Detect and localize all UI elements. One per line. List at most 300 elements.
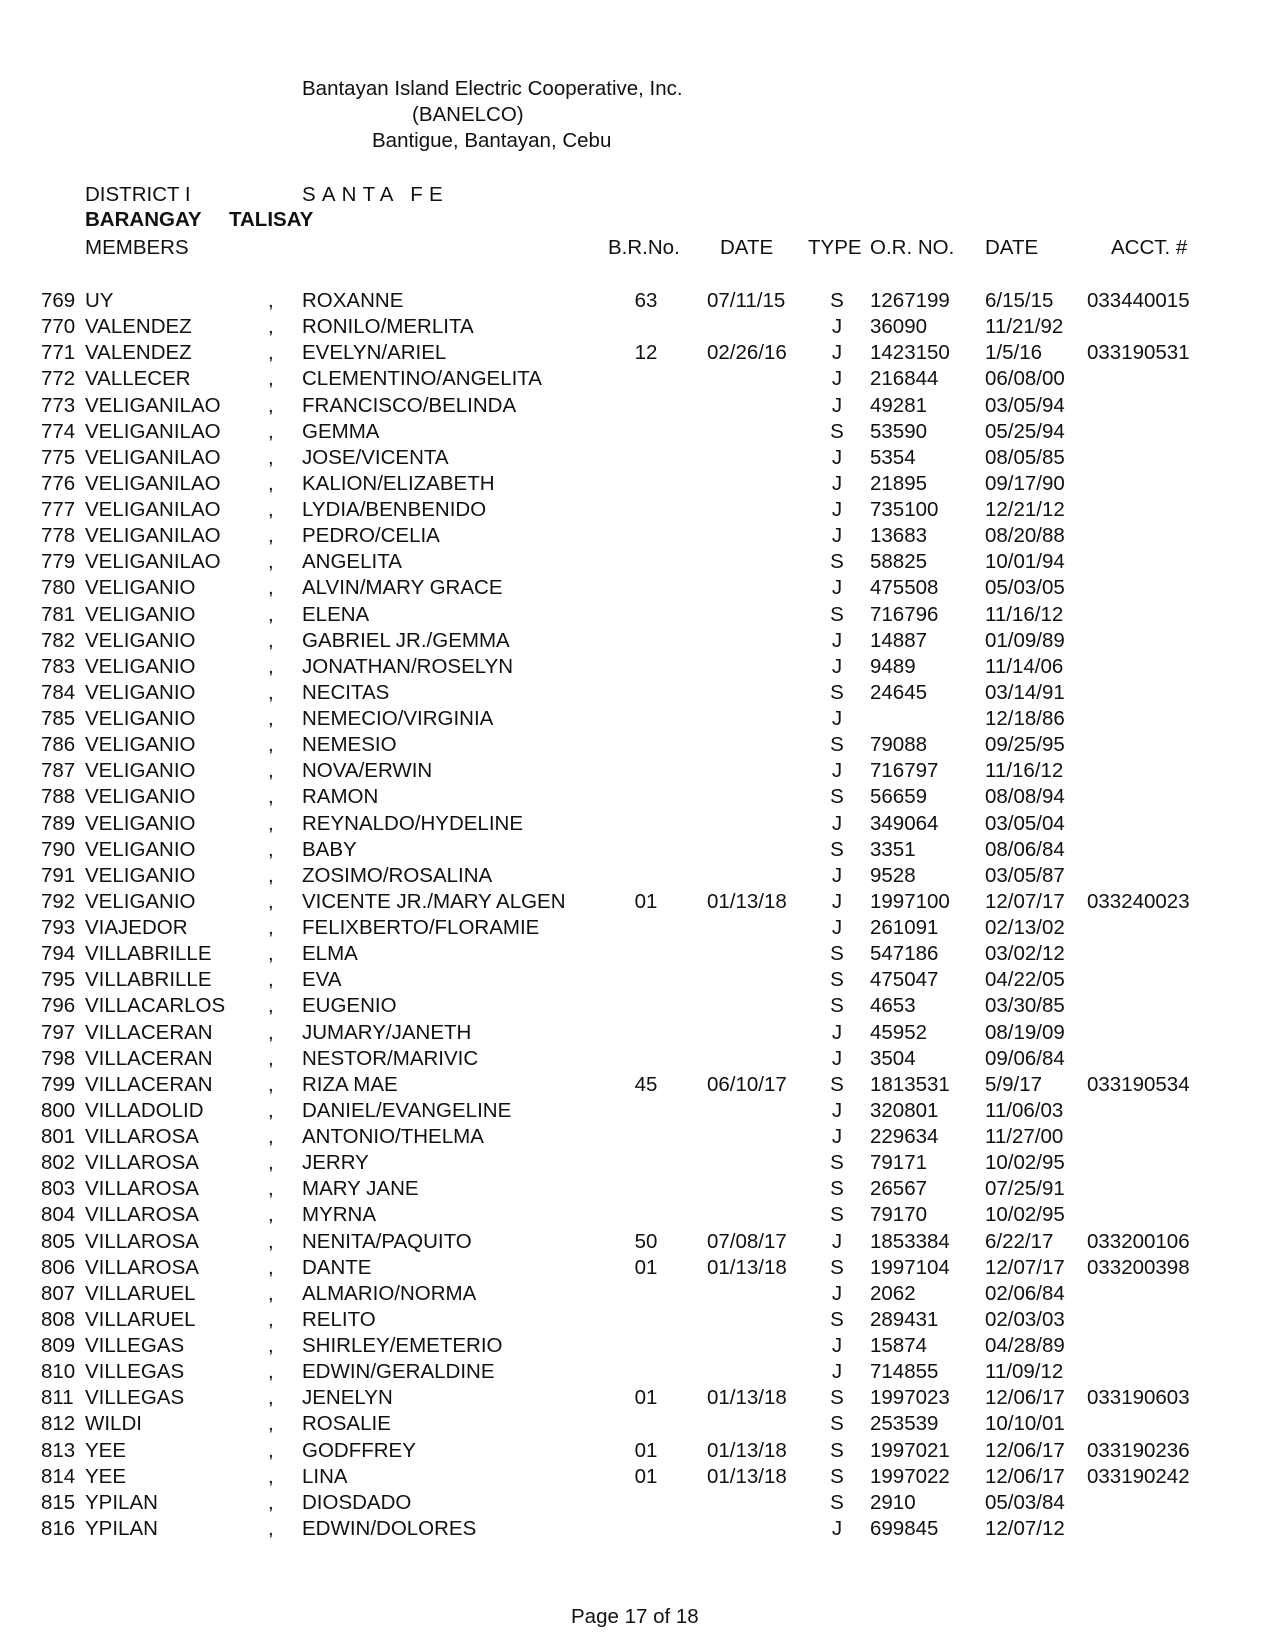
first-name: EVELYN/ARIEL <box>302 341 447 365</box>
acct-no: 033440015 <box>1087 289 1190 312</box>
member-type: S <box>830 994 844 1018</box>
or-no: 253539 <box>870 1412 939 1436</box>
last-name: VELIGANILAO <box>85 498 221 521</box>
member-no: 804 <box>41 1203 76 1227</box>
col-type: TYPE <box>808 236 862 259</box>
or-no: 13683 <box>870 524 928 548</box>
or-no: 49281 <box>870 393 928 417</box>
member-type: J <box>831 1516 843 1540</box>
acct-no: 033200398 <box>1087 1255 1190 1279</box>
member-type: S <box>830 1464 844 1488</box>
member-list <box>0 288 1275 1542</box>
or-date: 03/30/85 <box>985 994 1065 1018</box>
table-row <box>0 628 1275 654</box>
table-row <box>0 863 1275 889</box>
acct-no: 033190603 <box>1087 1386 1190 1410</box>
br-no: 01 <box>634 1464 658 1488</box>
first-name: NESTOR/MARIVIC <box>302 1046 479 1070</box>
or-date: 12/06/17 <box>985 1464 1065 1488</box>
table-row <box>0 784 1275 810</box>
br-date: 07/08/17 <box>707 1229 787 1253</box>
or-no: 289431 <box>870 1307 939 1331</box>
or-no: 3504 <box>870 1046 916 1070</box>
or-no: 3351 <box>870 837 916 861</box>
comma-separator: , <box>268 602 274 626</box>
last-name: VELIGANIO <box>85 680 196 704</box>
table-row <box>0 837 1275 863</box>
member-type: J <box>831 315 843 339</box>
first-name: PEDRO/CELIA <box>302 524 440 548</box>
or-date: 6/22/17 <box>985 1229 1054 1253</box>
member-type: J <box>831 759 843 783</box>
or-no: 1997023 <box>870 1386 950 1410</box>
member-type: J <box>831 471 843 495</box>
district-town: SANTA FE <box>302 183 449 206</box>
member-no: 780 <box>41 576 76 600</box>
member-no: 778 <box>41 524 76 548</box>
member-type: J <box>831 367 843 391</box>
first-name: DANIEL/EVANGELINE <box>302 1098 512 1122</box>
or-no: 79088 <box>870 733 928 757</box>
barangay-label: BARANGAY <box>85 208 202 231</box>
comma-separator: , <box>268 863 274 887</box>
member-type: J <box>831 524 843 548</box>
or-date: 12/06/17 <box>985 1386 1065 1410</box>
or-no: 320801 <box>870 1098 939 1122</box>
or-date: 05/03/84 <box>985 1490 1065 1514</box>
or-no: 5354 <box>870 445 916 469</box>
comma-separator: , <box>268 576 274 600</box>
table-row <box>0 732 1275 758</box>
or-no: 2910 <box>870 1490 916 1514</box>
or-date: 04/28/89 <box>985 1334 1065 1357</box>
table-row <box>0 993 1275 1019</box>
last-name: VELIGANIO <box>85 837 196 861</box>
br-date: 07/11/15 <box>707 289 786 312</box>
or-no: 1997100 <box>870 889 950 913</box>
br-date: 01/13/18 <box>707 1464 787 1488</box>
first-name: RONILO/MERLITA <box>302 315 474 339</box>
table-row <box>0 654 1275 680</box>
last-name: VILLAROSA <box>85 1177 199 1201</box>
comma-separator: , <box>268 1386 274 1410</box>
last-name: VELIGANIO <box>85 628 196 652</box>
first-name: JENELYN <box>302 1386 393 1410</box>
member-no: 777 <box>41 498 76 521</box>
table-row <box>0 889 1275 915</box>
member-type: S <box>830 1203 844 1227</box>
member-type: J <box>831 1020 843 1044</box>
last-name: VELIGANILAO <box>85 445 221 469</box>
or-date: 01/09/89 <box>985 628 1065 652</box>
member-no: 795 <box>41 968 76 992</box>
first-name: ROXANNE <box>302 289 404 312</box>
first-name: DIOSDADO <box>302 1490 412 1514</box>
member-type: S <box>830 602 844 626</box>
last-name: VELIGANILAO <box>85 550 221 574</box>
member-type: J <box>831 1281 843 1305</box>
table-row <box>0 1176 1275 1202</box>
member-no: 810 <box>41 1360 76 1384</box>
or-no: 1997104 <box>870 1255 950 1279</box>
first-name: NECITAS <box>302 680 390 704</box>
first-name: JOSE/VICENTA <box>302 445 449 469</box>
last-name: VELIGANILAO <box>85 524 221 548</box>
first-name: REYNALDO/HYDELINE <box>302 811 524 835</box>
or-date: 11/14/06 <box>985 654 1064 678</box>
last-name: VALENDEZ <box>85 315 192 339</box>
col-date: DATE <box>720 236 774 259</box>
comma-separator: , <box>268 1255 274 1279</box>
org-address: Bantigue, Bantayan, Cebu <box>372 129 612 152</box>
acct-no: 033190242 <box>1087 1464 1190 1488</box>
or-date: 12/07/17 <box>985 889 1065 913</box>
member-type: J <box>831 1360 843 1384</box>
or-date: 08/08/94 <box>985 785 1065 809</box>
member-no: 789 <box>41 811 76 835</box>
last-name: VELIGANIO <box>85 707 196 730</box>
or-no: 229634 <box>870 1125 939 1148</box>
or-date: 10/10/01 <box>985 1412 1065 1436</box>
or-date: 02/03/03 <box>985 1307 1065 1331</box>
first-name: KALION/ELIZABETH <box>302 471 495 495</box>
last-name: VELIGANIO <box>85 733 196 757</box>
last-name: VILLAROSA <box>85 1203 199 1227</box>
last-name: VALLECER <box>85 367 191 391</box>
first-name: JERRY <box>302 1151 369 1175</box>
or-date: 11/09/12 <box>985 1360 1064 1384</box>
table-row <box>0 1516 1275 1542</box>
or-no: 216844 <box>870 367 939 391</box>
last-name: VELIGANIO <box>85 811 196 835</box>
or-date: 09/25/95 <box>985 733 1065 757</box>
or-date: 12/18/86 <box>985 707 1065 730</box>
or-no: 349064 <box>870 811 939 835</box>
col-members: MEMBERS <box>85 236 189 259</box>
or-date: 10/02/95 <box>985 1203 1065 1227</box>
first-name: RELITO <box>302 1307 376 1331</box>
comma-separator: , <box>268 837 274 861</box>
br-date: 01/13/18 <box>707 889 787 913</box>
first-name: MARY JANE <box>302 1177 419 1201</box>
table-row <box>0 393 1275 419</box>
table-row <box>0 1464 1275 1490</box>
last-name: VILLEGAS <box>85 1360 185 1384</box>
comma-separator: , <box>268 1125 274 1148</box>
first-name: NENITA/PAQUITO <box>302 1229 472 1253</box>
member-no: 805 <box>41 1229 76 1253</box>
member-type: S <box>830 419 844 443</box>
last-name: VELIGANIO <box>85 602 196 626</box>
member-type: S <box>830 680 844 704</box>
member-no: 790 <box>41 837 76 861</box>
first-name: JONATHAN/ROSELYN <box>302 654 514 678</box>
member-type: J <box>831 811 843 835</box>
member-type: S <box>830 289 844 312</box>
comma-separator: , <box>268 1203 274 1227</box>
member-no: 802 <box>41 1151 76 1175</box>
col-br-no: B.R.No. <box>608 236 680 259</box>
last-name: UY <box>85 289 114 312</box>
member-no: 816 <box>41 1516 76 1540</box>
member-type: J <box>831 628 843 652</box>
member-no: 811 <box>41 1386 74 1410</box>
last-name: YPILAN <box>85 1516 158 1540</box>
first-name: NEMECIO/VIRGINIA <box>302 707 494 730</box>
or-no: 1853384 <box>870 1229 950 1253</box>
member-type: J <box>831 393 843 417</box>
comma-separator: , <box>268 289 274 312</box>
comma-separator: , <box>268 707 274 730</box>
table-row <box>0 1124 1275 1150</box>
or-no: 9528 <box>870 863 916 887</box>
table-row <box>0 1046 1275 1072</box>
comma-separator: , <box>268 994 274 1018</box>
comma-separator: , <box>268 367 274 391</box>
first-name: FELIXBERTO/FLORAMIE <box>302 916 540 939</box>
comma-separator: , <box>268 1334 274 1357</box>
comma-separator: , <box>268 341 274 365</box>
table-row <box>0 967 1275 993</box>
or-no: 26567 <box>870 1177 928 1201</box>
last-name: VELIGANIO <box>85 576 196 600</box>
or-date: 11/16/12 <box>985 602 1064 626</box>
or-no: 4653 <box>870 994 916 1018</box>
member-no: 815 <box>41 1490 76 1514</box>
comma-separator: , <box>268 1151 274 1175</box>
member-type: J <box>831 341 843 365</box>
or-no: 1267199 <box>870 289 950 312</box>
comma-separator: , <box>268 785 274 809</box>
member-type: S <box>830 942 844 966</box>
acct-no: 033190236 <box>1087 1438 1190 1462</box>
last-name: VALENDEZ <box>85 341 192 365</box>
table-row <box>0 1072 1275 1098</box>
or-no: 24645 <box>870 680 928 704</box>
member-no: 800 <box>41 1098 76 1122</box>
member-no: 794 <box>41 942 76 966</box>
comma-separator: , <box>268 733 274 757</box>
last-name: VILLACERAN <box>85 1072 213 1096</box>
first-name: ZOSIMO/ROSALINA <box>302 863 493 887</box>
comma-separator: , <box>268 628 274 652</box>
comma-separator: , <box>268 942 274 966</box>
or-no: 1423150 <box>870 341 950 365</box>
table-row <box>0 758 1275 784</box>
or-date: 08/19/09 <box>985 1020 1065 1044</box>
comma-separator: , <box>268 1464 274 1488</box>
or-no: 716797 <box>870 759 939 783</box>
br-no: 01 <box>634 1255 658 1279</box>
member-no: 776 <box>41 471 76 495</box>
member-type: J <box>831 1046 843 1070</box>
or-date: 1/5/16 <box>985 341 1042 365</box>
acct-no: 033190534 <box>1087 1072 1190 1096</box>
member-no: 809 <box>41 1334 76 1357</box>
member-no: 785 <box>41 707 76 730</box>
comma-separator: , <box>268 550 274 574</box>
or-no: 475047 <box>870 968 939 992</box>
or-no: 9489 <box>870 654 916 678</box>
or-date: 08/20/88 <box>985 524 1065 548</box>
page-number: Page 17 of 18 <box>571 1605 699 1628</box>
acct-no: 033200106 <box>1087 1229 1190 1253</box>
or-date: 03/05/04 <box>985 811 1065 835</box>
or-date: 5/9/17 <box>985 1072 1042 1096</box>
last-name: VILLAROSA <box>85 1229 199 1253</box>
member-no: 813 <box>41 1438 76 1462</box>
member-type: S <box>830 1490 844 1514</box>
first-name: NOVA/ERWIN <box>302 759 433 783</box>
or-no: 714855 <box>870 1360 939 1384</box>
comma-separator: , <box>268 419 274 443</box>
or-date: 12/21/12 <box>985 498 1065 521</box>
first-name: ALMARIO/NORMA <box>302 1281 477 1305</box>
table-row <box>0 575 1275 601</box>
member-no: 812 <box>41 1412 76 1436</box>
first-name: EDWIN/GERALDINE <box>302 1360 495 1384</box>
or-no: 58825 <box>870 550 928 574</box>
br-no: 45 <box>634 1072 658 1096</box>
or-date: 10/02/95 <box>985 1151 1065 1175</box>
br-no: 01 <box>634 1386 658 1410</box>
org-name: Bantayan Island Electric Cooperative, Inc. <box>302 77 683 100</box>
acct-no: 033240023 <box>1087 889 1190 913</box>
member-type: J <box>831 654 843 678</box>
member-no: 788 <box>41 785 76 809</box>
br-date: 01/13/18 <box>707 1255 787 1279</box>
member-type: S <box>830 1412 844 1436</box>
first-name: ALVIN/MARY GRACE <box>302 576 503 600</box>
or-no: 53590 <box>870 419 928 443</box>
member-no: 773 <box>41 393 76 417</box>
member-type: S <box>830 1255 844 1279</box>
first-name: BABY <box>302 837 357 861</box>
comma-separator: , <box>268 1281 274 1305</box>
barangay-name: TALISAY <box>229 208 314 231</box>
or-date: 12/06/17 <box>985 1438 1065 1462</box>
member-no: 796 <box>41 994 76 1018</box>
or-date: 11/16/12 <box>985 759 1064 783</box>
last-name: VELIGANIO <box>85 863 196 887</box>
member-type: J <box>831 863 843 887</box>
or-date: 10/01/94 <box>985 550 1065 574</box>
table-row <box>0 915 1275 941</box>
district-label: DISTRICT I <box>85 183 191 206</box>
or-date: 11/27/00 <box>985 1125 1064 1148</box>
member-type: S <box>830 733 844 757</box>
br-date: 01/13/18 <box>707 1386 787 1410</box>
comma-separator: , <box>268 811 274 835</box>
or-no: 79170 <box>870 1203 928 1227</box>
or-no: 79171 <box>870 1151 928 1175</box>
or-no: 2062 <box>870 1281 916 1305</box>
first-name: FRANCISCO/BELINDA <box>302 393 517 417</box>
comma-separator: , <box>268 1516 274 1540</box>
or-no: 261091 <box>870 916 939 939</box>
or-date: 06/08/00 <box>985 367 1065 391</box>
comma-separator: , <box>268 524 274 548</box>
member-no: 772 <box>41 367 76 391</box>
first-name: DANTE <box>302 1255 372 1279</box>
table-row <box>0 1385 1275 1411</box>
last-name: VELIGANILAO <box>85 471 221 495</box>
first-name: ELENA <box>302 602 370 626</box>
last-name: VELIGANIO <box>85 889 196 913</box>
first-name: LINA <box>302 1464 348 1488</box>
or-date: 12/07/17 <box>985 1255 1065 1279</box>
member-type: S <box>830 550 844 574</box>
last-name: VILLACERAN <box>85 1020 213 1044</box>
member-type: S <box>830 1177 844 1201</box>
table-row <box>0 445 1275 471</box>
table-row <box>0 471 1275 497</box>
last-name: WILDI <box>85 1412 142 1436</box>
or-no: 1997021 <box>870 1438 950 1462</box>
member-no: 806 <box>41 1255 76 1279</box>
acct-no: 033190531 <box>1087 341 1190 365</box>
member-no: 791 <box>41 863 76 887</box>
br-no: 50 <box>634 1229 658 1253</box>
member-type: J <box>831 889 843 913</box>
member-type: J <box>831 1098 843 1122</box>
or-date: 07/25/91 <box>985 1177 1065 1201</box>
member-no: 808 <box>41 1307 76 1331</box>
member-no: 786 <box>41 733 76 757</box>
table-row <box>0 1229 1275 1255</box>
member-no: 792 <box>41 889 76 913</box>
comma-separator: , <box>268 680 274 704</box>
member-no: 771 <box>41 341 76 365</box>
comma-separator: , <box>268 654 274 678</box>
table-row <box>0 419 1275 445</box>
or-date: 02/06/84 <box>985 1281 1065 1305</box>
first-name: CLEMENTINO/ANGELITA <box>302 367 542 391</box>
member-no: 781 <box>41 602 76 626</box>
last-name: VILLAROSA <box>85 1151 199 1175</box>
first-name: LYDIA/BENBENIDO <box>302 498 487 521</box>
comma-separator: , <box>268 1412 274 1436</box>
member-type: S <box>830 968 844 992</box>
comma-separator: , <box>268 1072 274 1096</box>
or-no: 21895 <box>870 471 928 495</box>
comma-separator: , <box>268 968 274 992</box>
comma-separator: , <box>268 759 274 783</box>
first-name: GABRIEL JR./GEMMA <box>302 628 510 652</box>
comma-separator: , <box>268 1229 274 1253</box>
member-no: 807 <box>41 1281 76 1305</box>
table-row <box>0 1281 1275 1307</box>
comma-separator: , <box>268 1020 274 1044</box>
table-row <box>0 1098 1275 1124</box>
comma-separator: , <box>268 1490 274 1514</box>
table-row <box>0 366 1275 392</box>
table-row <box>0 1020 1275 1046</box>
table-row <box>0 1333 1275 1359</box>
first-name: GODFFREY <box>302 1438 416 1462</box>
col-or-no: O.R. NO. <box>870 236 955 259</box>
col-acct: ACCT. # <box>1111 236 1188 259</box>
last-name: VILLABRILLE <box>85 942 212 966</box>
comma-separator: , <box>268 916 274 939</box>
table-row <box>0 1202 1275 1228</box>
or-no: 716796 <box>870 602 939 626</box>
or-date: 6/15/15 <box>985 289 1054 312</box>
member-no: 779 <box>41 550 76 574</box>
org-abbr: (BANELCO) <box>412 103 524 126</box>
last-name: VILLARUEL <box>85 1307 196 1331</box>
comma-separator: , <box>268 1098 274 1122</box>
